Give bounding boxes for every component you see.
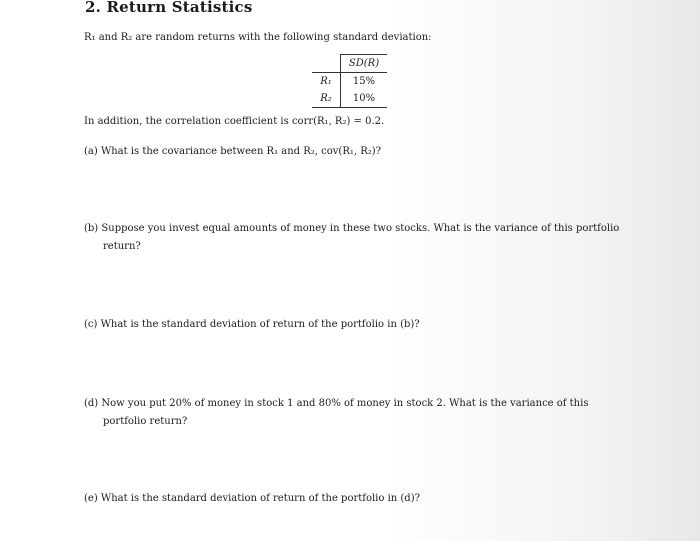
question-continuation: portfolio return? bbox=[103, 416, 188, 427]
question-text: Now you put 20% of money in stock 1 and 80% of money in stock 2. What is the variance of this bbox=[101, 398, 589, 409]
question-d bbox=[84, 395, 629, 431]
question-label: (e) bbox=[84, 493, 98, 504]
sd-table-header-row bbox=[312, 55, 387, 73]
question-b bbox=[84, 220, 629, 256]
sd-row-label: R₂ bbox=[312, 90, 341, 108]
question-continuation: return? bbox=[103, 241, 141, 252]
correlation-text: In addition, the correlation coefficient is corr(R₁, R₂) = 0.2. bbox=[84, 116, 385, 127]
section-heading: 2. Return Statistics bbox=[85, 0, 253, 16]
question-label: (d) bbox=[84, 398, 99, 409]
question-a bbox=[84, 143, 629, 161]
sd-row-value: 10% bbox=[341, 90, 388, 108]
table-row bbox=[312, 73, 387, 91]
question-c bbox=[84, 316, 629, 334]
question-label: (b) bbox=[84, 223, 99, 234]
question-e bbox=[84, 490, 629, 508]
sd-table bbox=[312, 54, 387, 108]
sd-row-label: R₁ bbox=[312, 73, 341, 91]
question-text: What is the standard deviation of return of the portfolio in (b)? bbox=[100, 319, 420, 330]
intro-text: R₁ and R₂ are random returns with the following standard deviation: bbox=[84, 32, 432, 43]
question-text: What is the covariance between R₁ and R₂, cov(R₁, R₂)? bbox=[100, 146, 382, 157]
sd-row-value: 15% bbox=[352, 76, 376, 87]
question-text: What is the standard deviation of return of the portfolio in (d)? bbox=[100, 493, 420, 504]
sd-table-corner bbox=[312, 55, 341, 73]
question-text: Suppose you invest equal amounts of money in these two stocks. What is the variance of this portfolio bbox=[101, 223, 620, 234]
sd-table-header: SD(R) bbox=[341, 55, 388, 73]
table-row bbox=[312, 90, 387, 108]
question-label: (c) bbox=[84, 319, 98, 330]
question-label: (a) bbox=[84, 146, 98, 157]
